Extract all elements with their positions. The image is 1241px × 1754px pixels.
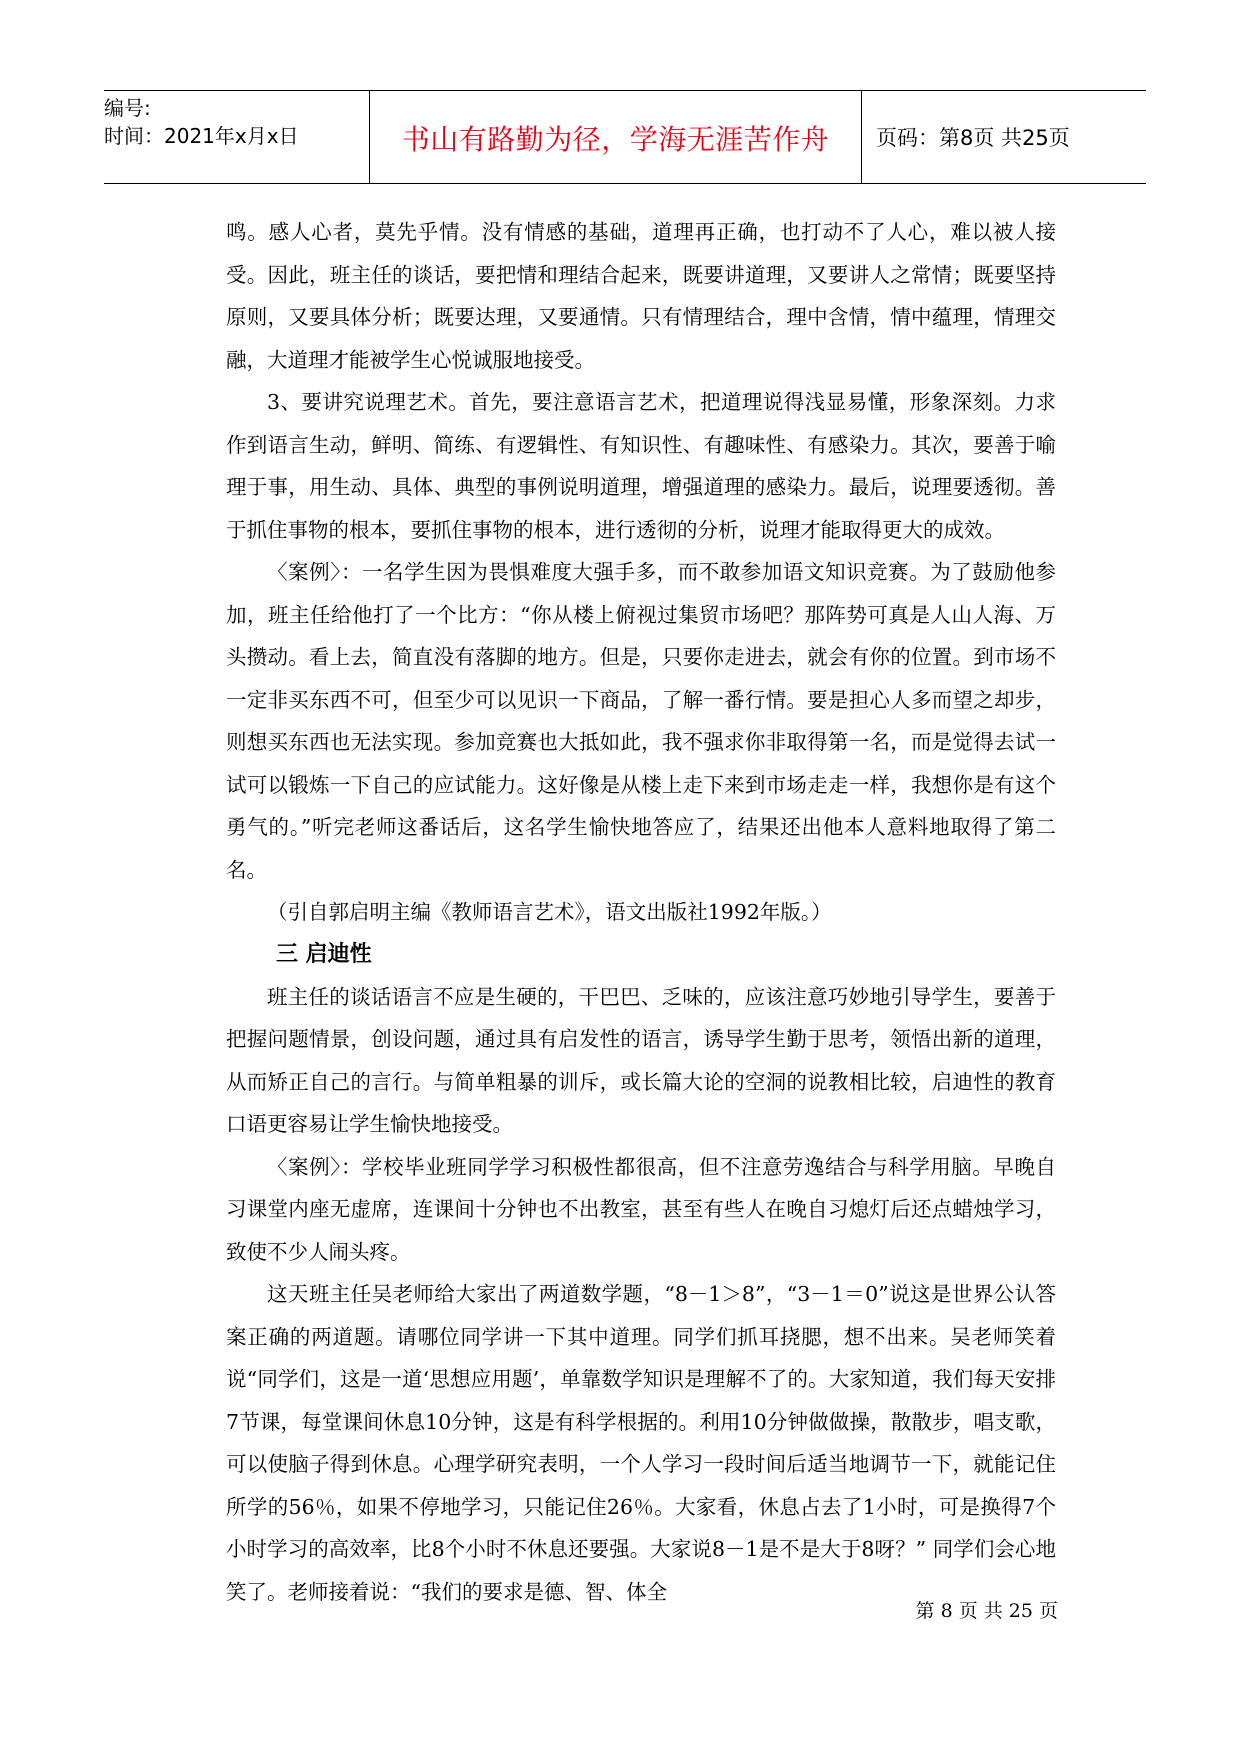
paragraph-case-competition: 〈案例〉：一名学生因为畏惧难度大强手多，而不敢参加语文知识竞赛。为了鼓励他参加，班主任给他打了一个比方：“你从楼上俯视过集贸市场吧？那阵势可真是人山人海、万头攒动。看上去，简直没有落脚的地方。但是，只要你走进去，就会有你的位置。到市场不一定非买东西不可，但至少可以见识一下商品，了解一番行情。要是担心人多而望之却步，则想买东西也无法实现。参加竞赛也大抵如此，我不强求你非取得第一名，而是觉得去试一试可以锻炼一下自己的应试能力。这好像是从楼上走下来到市场走走一样，我想你是有这个勇气的。”听完老师这番话后，这名学生愉快地答应了，结果还出他本人意料地取得了第二名。 bbox=[226, 560, 1056, 882]
paragraph-math-problem: 这天班主任吴老师给大家出了两道数学题，“8－1＞8”，“3－1＝0”说这是世界公认答案正确的两道题。请哪位同学讲一下其中道理。同学们抓耳挠腮，想不出来。吴老师笑着说“同学们，这是一道‘思想应用题’，单靠数学知识是理解不了的。大家知道，我们每天安排7节课，每堂课间休息10分钟，这是有科学根据的。利用10分钟做做操，散散步，唱支歌，可以使脑子得到休息。心理学研究表明，一个人学习一段时间后适当地调节一下，就能记住所学的56％，如果不停地学习，只能记住26％。大家看，休息占去了1小时，可是换得7个小时学习的高效率，比8个小时不休息还要强。大家说8－1是不是大于8呀？” 同学们会心地笑了。老师接着说：“我们的要求是德、智、体全 bbox=[226, 1282, 1056, 1604]
header-info-cell bbox=[104, 91, 370, 183]
header-page-code: 页码：第8页 共25页 bbox=[876, 126, 1070, 150]
paragraph-continued: 鸣。感人心者，莫先乎情。没有情感的基础，道理再正确，也打动不了人心，难以被人接受。因此，班主任的谈话，要把情和理结合起来，既要讲道理，又要讲人之常情；既要坚持原则，又要具体分析；既要达理，又要通情。只有情理结合，理中含情，情中蕴理，情理交融，大道理才能被学生心悦诚服地接受。 bbox=[226, 220, 1056, 372]
header-motto: 书山有路勤为径，学海无涯苦作舟 bbox=[401, 123, 830, 156]
paragraph-reasoning-art: 3、要讲究说理艺术。首先，要注意语言艺术，把道理说得浅显易懂，形象深刻。力求作到语言生动，鲜明、简练、有逻辑性、有知识性、有趣味性、有感染力。其次，要善于喻理于事，用生动、具体、典型的事例说明道理，增强道理的感染力。最后，说理要透彻。善于抓住事物的根本，要抓住事物的根本，进行透彻的分析，说理才能取得更大的成效。 bbox=[226, 390, 1056, 542]
document-number-label: 编号: bbox=[104, 96, 151, 120]
paragraph-case-study-habits: 〈案例〉：学校毕业班同学学习积极性都很高，但不注意劳逸结合与科学用脑。早晚自习课堂内座无虚席，连课间十分钟也不出教室，甚至有些人在晚自习熄灯后还点蜡烛学习，致使不少人闹头疼。 bbox=[226, 1154, 1056, 1264]
header-table bbox=[104, 90, 1146, 184]
document-time-label: 时间：2021年x月x日 bbox=[104, 124, 299, 148]
header-motto-cell bbox=[370, 91, 862, 183]
section-heading: 三 启迪性 bbox=[276, 941, 372, 967]
page-footer: 第 8 页 共 25 页 bbox=[915, 1600, 1058, 1622]
document-body bbox=[226, 211, 1056, 1613]
paragraph-enlightenment: 班主任的谈话语言不应是生硬的，干巴巴、乏味的，应该注意巧妙地引导学生，要善于把握问题情景，创设问题，通过具有启发性的语言，诱导学生勤于思考，领悟出新的道理，从而矫正自己的言行。与简单粗暴的训斥，或长篇大论的空洞的说教相比较，启迪性的教育口语更容易让学生愉快地接受。 bbox=[226, 984, 1056, 1136]
header-page-cell bbox=[862, 91, 1146, 183]
paragraph-citation: （引自郭启明主编《教师语言艺术》，语文出版社1992年版。） bbox=[267, 900, 832, 924]
